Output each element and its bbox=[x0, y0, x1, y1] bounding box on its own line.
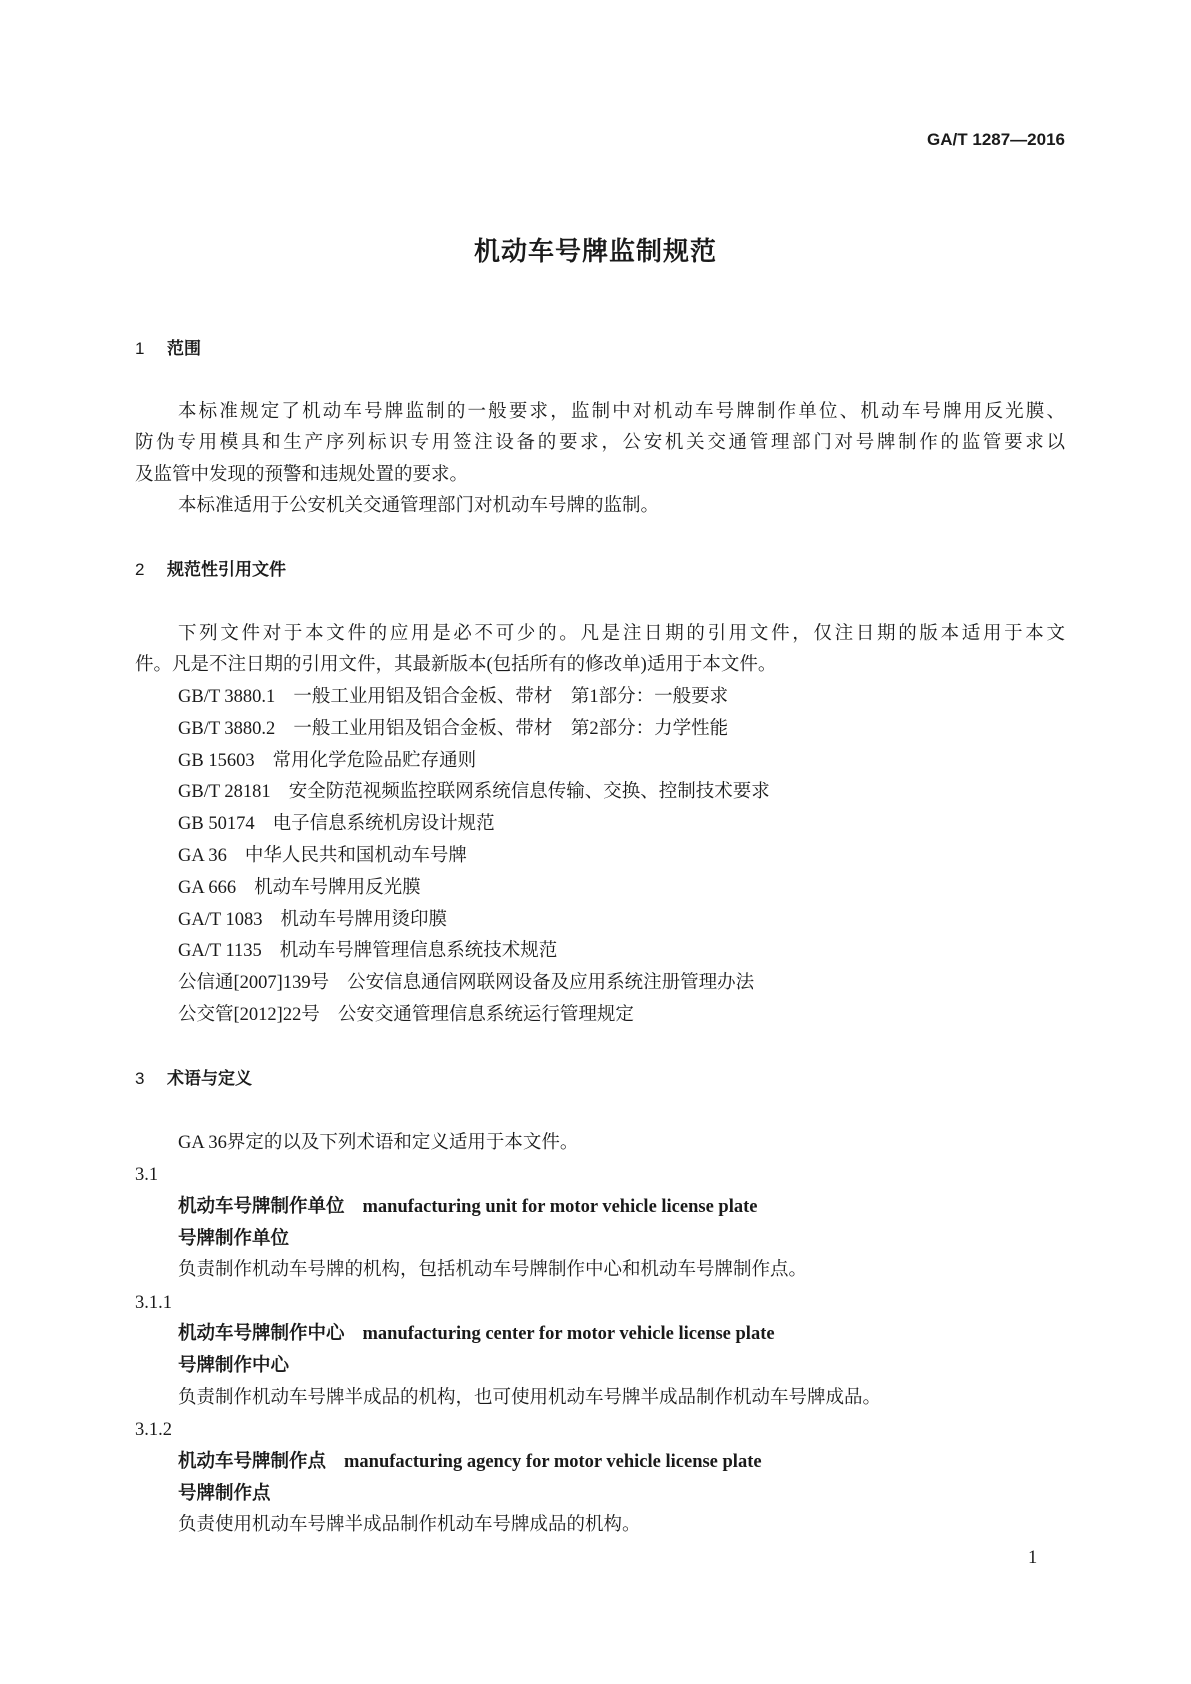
reference-item bbox=[178, 971, 754, 995]
reference-code: GB 50174 bbox=[178, 814, 255, 835]
term-definition-text: 负责使用机动车号牌半成品制作机动车号牌成品的机构。 bbox=[178, 1515, 641, 1536]
term-definition bbox=[178, 1386, 881, 1410]
term-name bbox=[178, 1450, 762, 1474]
section-number: 2 bbox=[135, 560, 145, 579]
paragraph-line: 防伪专用模具和生产序列标识专用签注设备的要求，公安机关交通管理部门对号牌制作的监管要求以 bbox=[135, 433, 1065, 453]
reference-item bbox=[178, 939, 557, 963]
page-title: 机动车号牌监制规范 bbox=[473, 236, 717, 266]
term-alias bbox=[178, 1482, 271, 1506]
section-heading bbox=[135, 558, 286, 582]
term-number-text: 3.1 bbox=[135, 1165, 159, 1185]
term-definition-text: 负责制作机动车号牌的机构，包括机动车号牌制作中心和机动车号牌制作点。 bbox=[178, 1260, 808, 1281]
section-title: 范围 bbox=[167, 339, 201, 358]
reference-code: GB/T 3880.1 bbox=[178, 687, 276, 707]
term-alias bbox=[178, 1227, 289, 1251]
term-number-text: 3.1.1 bbox=[135, 1292, 172, 1313]
paragraph-line: 件。凡是不注日期的引用文件，其最新版本(包括所有的修改单)适用于本文件。 bbox=[135, 655, 777, 675]
reference-title: 机动车号牌用反光膜 bbox=[254, 877, 421, 898]
term-en: manufacturing unit for motor vehicle license plate bbox=[362, 1196, 758, 1217]
reference-code: 公信通[2007]139号 bbox=[178, 973, 330, 994]
section-number: 1 bbox=[135, 339, 145, 358]
reference-code: GA 666 bbox=[178, 877, 237, 898]
term-alias bbox=[178, 1354, 289, 1378]
reference-title: 公安信息通信网联网设备及应用系统注册管理办法 bbox=[347, 973, 755, 994]
term-alias-text: 号牌制作中心 bbox=[178, 1356, 290, 1377]
reference-item bbox=[178, 749, 476, 773]
term-name bbox=[178, 1322, 775, 1346]
section-heading bbox=[135, 1067, 252, 1091]
term-number-text: 3.1.2 bbox=[135, 1420, 172, 1440]
section-number: 3 bbox=[135, 1069, 145, 1088]
term-name bbox=[178, 1195, 757, 1219]
page-number: 1 bbox=[1028, 1548, 1038, 1568]
reference-title: 安全防范视频监控联网系统信息传输、交换、控制技术要求 bbox=[288, 782, 770, 803]
reference-title: 一般工业用铝及铝合金板、带材 第2部分：力学性能 bbox=[293, 718, 729, 739]
reference-title: 一般工业用铝及铝合金板、带材 第1部分：一般要求 bbox=[293, 687, 729, 707]
paragraph-line: 本标准规定了机动车号牌监制的一般要求，监制中对机动车号牌制作单位、机动车号牌用反光膜、 bbox=[178, 402, 1065, 422]
term-alias-text: 号牌制作单位 bbox=[178, 1228, 290, 1249]
reference-item bbox=[178, 876, 421, 900]
reference-item bbox=[178, 844, 467, 868]
reference-code: GB/T 28181 bbox=[178, 782, 271, 803]
paragraph-line: 及监管中发现的预警和违规处置的要求。 bbox=[135, 465, 469, 485]
term-definition bbox=[178, 1258, 807, 1282]
term-zh: 机动车号牌制作中心 bbox=[178, 1324, 345, 1345]
reference-item bbox=[178, 812, 495, 836]
reference-code: GB 15603 bbox=[178, 750, 255, 771]
reference-title: 机动车号牌管理信息系统技术规范 bbox=[279, 941, 558, 962]
reference-title: 电子信息系统机房设计规范 bbox=[272, 814, 495, 835]
reference-code: GA/T 1135 bbox=[178, 941, 262, 962]
reference-item bbox=[178, 717, 728, 741]
term-number bbox=[135, 1163, 158, 1187]
section-title: 规范性引用文件 bbox=[167, 560, 286, 579]
term-definition-text: 负责制作机动车号牌半成品的机构，也可使用机动车号牌半成品制作机动车号牌成品。 bbox=[178, 1387, 882, 1408]
section-title: 术语与定义 bbox=[167, 1069, 252, 1088]
reference-code: GA 36 bbox=[178, 846, 227, 866]
standard-number: GA/T 1287—2016 bbox=[927, 130, 1065, 149]
reference-item bbox=[178, 685, 728, 709]
reference-item bbox=[178, 1003, 634, 1027]
paragraph-line: 下列文件对于本文件的应用是必不可少的。凡是注日期的引用文件，仅注日期的版本适用于本文 bbox=[178, 624, 1065, 644]
reference-code: 公交管[2012]22号 bbox=[178, 1005, 320, 1025]
reference-title: 机动车号牌用烫印膜 bbox=[280, 909, 447, 930]
term-zh: 机动车号牌制作单位 bbox=[178, 1196, 345, 1217]
term-en: manufacturing agency for motor vehicle license plate bbox=[344, 1451, 762, 1472]
term-number bbox=[135, 1291, 172, 1315]
paragraph-line: 本标准适用于公安机关交通管理部门对机动车号牌的监制。 bbox=[178, 496, 660, 516]
reference-title: 中华人民共和国机动车号牌 bbox=[244, 846, 467, 866]
term-zh: 机动车号牌制作点 bbox=[178, 1451, 327, 1472]
reference-code: GA/T 1083 bbox=[178, 909, 263, 930]
section-heading bbox=[135, 337, 201, 361]
term-alias-text: 号牌制作点 bbox=[178, 1483, 271, 1504]
reference-item bbox=[178, 780, 770, 804]
reference-code: GB/T 3880.2 bbox=[178, 718, 276, 739]
term-number bbox=[135, 1418, 172, 1442]
term-definition bbox=[178, 1513, 641, 1537]
term-en: manufacturing center for motor vehicle license plate bbox=[362, 1324, 775, 1345]
reference-title: 公安交通管理信息系统运行管理规定 bbox=[337, 1005, 634, 1025]
paragraph-line: GA 36界定的以及下列术语和定义适用于本文件。 bbox=[178, 1133, 579, 1153]
reference-title: 常用化学危险品贮存通则 bbox=[272, 750, 477, 771]
reference-item bbox=[178, 908, 447, 932]
